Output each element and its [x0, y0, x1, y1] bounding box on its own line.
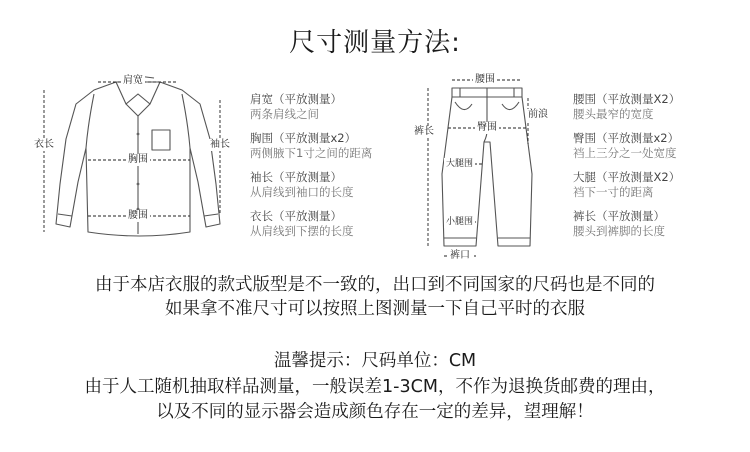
- pants-diagram: [398, 64, 568, 264]
- pants-label-rise: 前浪: [528, 109, 548, 120]
- pants-note-thigh: 大腿（平放测量X2） 裆下一寸的距离: [573, 170, 681, 199]
- pants-label-waist: 腰围: [475, 74, 495, 85]
- pants-note-waist: 腰围（平放测量X2） 腰头最窄的宽度: [573, 92, 681, 121]
- shirt-label-sleeve: 袖长: [210, 139, 230, 150]
- shirt-label-length: 衣长: [34, 139, 54, 150]
- notice-line-4: 以及不同的显示器会造成颜色存在一定的差异，望理解！: [156, 402, 594, 422]
- shirt-note-chest: 胸围（平放测量x2） 两侧腋下1寸之间的距离: [250, 131, 373, 160]
- pants-label-thigh: 大腿围: [446, 159, 474, 169]
- pants-label-hip: 臀围: [477, 122, 497, 133]
- pants-note-length: 裤长（平放测量） 腰头到裤脚的长度: [573, 209, 665, 238]
- size-unit-tip: 温馨提示：尺码单位：CM: [273, 351, 477, 371]
- shirt-diagram: [30, 64, 245, 254]
- notice-line-1: 由于本店衣服的款式版型是不一致的，出口到不同国家的尺码也是不同的: [95, 275, 655, 295]
- pants-label-calf: 小腿围: [446, 217, 474, 227]
- shirt-label-shoulder: 肩宽: [123, 75, 143, 86]
- pants-illustration: [398, 64, 568, 264]
- shirt-note-sleeve: 袖长（平放测量） 从肩线到袖口的长度: [250, 170, 354, 199]
- notice-line-2: 如果拿不准尺寸可以按照上图测量一下自己平时的衣服: [165, 299, 585, 319]
- shirt-note-shoulder: 肩宽（平放测量） 两条肩线之间: [250, 92, 342, 121]
- shirt-note-length: 衣长（平放测量） 从肩线到下摆的长度: [250, 209, 354, 238]
- notice-line-3: 由于人工随机抽取样品测量，一般误差1-3CM，不作为退换货邮费的理由，: [84, 377, 666, 397]
- page-title: 尺寸测量方法:: [289, 28, 461, 58]
- pants-label-length: 裤长: [414, 126, 434, 137]
- pants-label-hem: 裤口: [450, 250, 470, 261]
- pants-note-hip: 臀围（平放测量x2） 裆上三分之一处宽度: [573, 131, 680, 160]
- shirt-label-chest: 胸围: [128, 154, 148, 165]
- shirt-label-hem: 腰围: [128, 210, 148, 221]
